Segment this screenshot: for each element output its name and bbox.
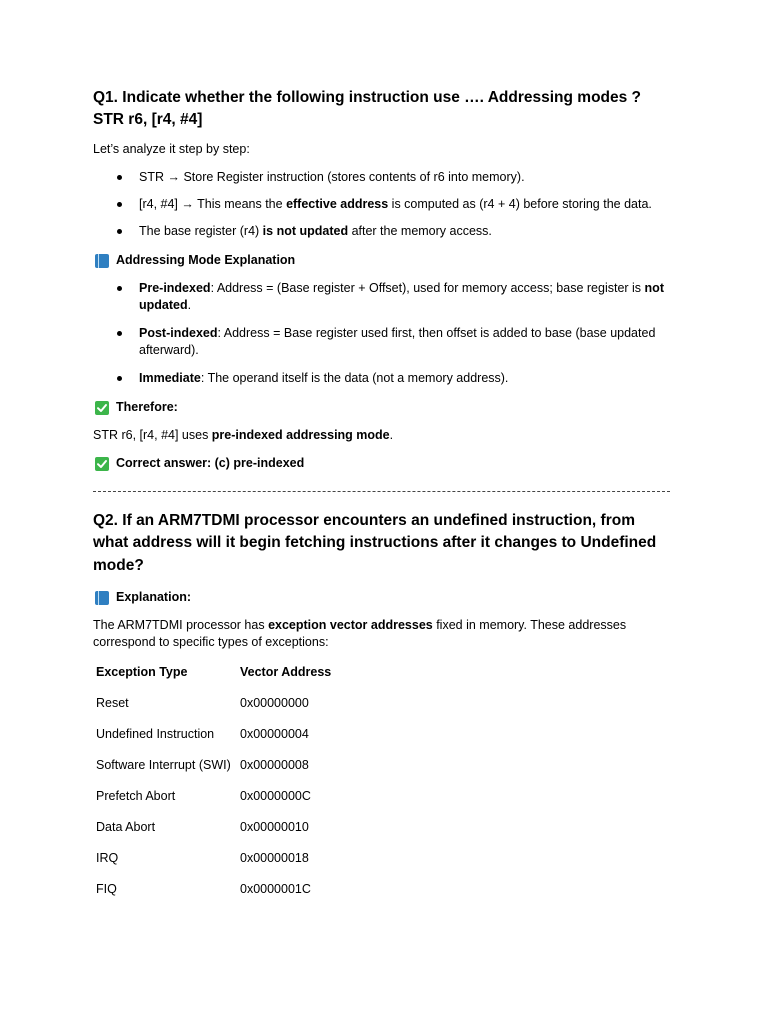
conclusion-post: . [389, 428, 394, 442]
table-cell-address: 0x00000004 [240, 727, 309, 741]
mode-desc-bold: not [644, 281, 664, 295]
q1-bullet-2-pre: [r4, #4] → This means the [139, 197, 287, 211]
para-post: fixed in memory. These addresses [432, 618, 627, 632]
q1-bullet-3-bold: is not updated [262, 224, 349, 238]
q1-bullet-3-pre: The base register (r4) [139, 224, 263, 238]
bullet-dot [117, 286, 122, 291]
table-cell-address: 0x00000000 [240, 696, 309, 710]
table-cell-exception: Reset [96, 696, 129, 710]
q2-paragraph-line1 [93, 617, 626, 634]
q1-heading-line2: STR r6, [r4, #4] [93, 111, 203, 128]
table-cell-exception: Prefetch Abort [96, 789, 176, 803]
table-cell-exception: FIQ [96, 882, 117, 896]
q1-bullet-3-post: after the memory access. [348, 224, 492, 238]
correct-answer: Correct answer: (c) pre-indexed [116, 456, 305, 470]
mode-desc: : Address = Base register used first, then offset is added to base (base updated [217, 326, 656, 340]
table-cell-exception: Data Abort [96, 820, 156, 834]
table-cell-address: 0x00000010 [240, 820, 309, 834]
mode-post-indexed-line2: afterward). [139, 343, 199, 357]
table-cell-address: 0x0000000C [240, 789, 311, 803]
mode-desc: . [187, 298, 192, 312]
conclusion-pre: STR r6, [r4, #4] uses [93, 428, 212, 442]
check-icon [95, 401, 109, 415]
q2-heading-line1: Q2. If an ARM7TDMI processor encounters an undefined instruction, from [93, 512, 635, 529]
book-icon [95, 254, 109, 268]
q2-paragraph-line2: correspond to specific types of exceptions: [93, 635, 329, 649]
table-cell-address: 0x00000008 [240, 758, 309, 772]
q1-intro: Let’s analyze it step by step: [93, 142, 250, 156]
mode-desc-bold: updated [139, 298, 188, 312]
q1-bullet-3 [139, 223, 492, 240]
q1-bullet-2 [139, 196, 652, 213]
mode-post-indexed [139, 325, 655, 342]
mode-pre-indexed-line2 [139, 297, 191, 314]
therefore-label: Therefore: [116, 400, 178, 414]
mode-desc: : Address = (Base register + Offset), used for memory access; base register is [210, 281, 645, 295]
table-header-vector-address: Vector Address [240, 665, 332, 679]
q2-heading-line2: what address will it begin fetching instructions after it changes to Undefined [93, 534, 657, 551]
book-icon [95, 591, 109, 605]
q2-heading-line3: mode? [93, 557, 144, 574]
bullet-dot [117, 376, 122, 381]
table-cell-address: 0x0000001C [240, 882, 311, 896]
table-cell-exception: Software Interrupt (SWI) [96, 758, 231, 772]
q1-bullet-1 [139, 169, 525, 186]
bullet-dot [117, 229, 122, 234]
section-divider [93, 491, 670, 492]
mode-desc: : The operand itself is the data (not a memory address). [200, 371, 509, 385]
para-bold: exception vector addresses [268, 618, 433, 632]
mode-immediate [139, 370, 508, 387]
bullet-dot [117, 175, 122, 180]
bullet-dot [117, 331, 122, 336]
q1-bullet-2-bold: effective address [286, 197, 389, 211]
mode-term: Immediate [139, 371, 201, 385]
mode-term: Post-indexed [139, 326, 218, 340]
table-cell-address: 0x00000018 [240, 851, 309, 865]
mode-heading: Addressing Mode Explanation [116, 253, 296, 267]
mode-pre-indexed [139, 280, 664, 297]
mode-term: Pre-indexed [139, 281, 211, 295]
explanation-label: Explanation: [116, 590, 192, 604]
q1-heading-line1: Q1. Indicate whether the following instruction use …. Addressing modes ? [93, 89, 642, 106]
q1-bullet-2-post: is computed as (r4 + 4) before storing the data. [388, 197, 652, 211]
para-pre: The ARM7TDMI processor has [93, 618, 269, 632]
check-icon [95, 457, 109, 471]
conclusion-bold: pre-indexed addressing mode [211, 428, 390, 442]
bullet-dot [117, 202, 122, 207]
q1-bullet-1-text: STR → Store Register instruction (stores contents of r6 into memory). [139, 170, 525, 184]
table-cell-exception: IRQ [96, 851, 119, 865]
table-cell-exception: Undefined Instruction [96, 727, 215, 741]
q1-conclusion [93, 427, 393, 444]
table-header-exception-type: Exception Type [96, 665, 188, 679]
